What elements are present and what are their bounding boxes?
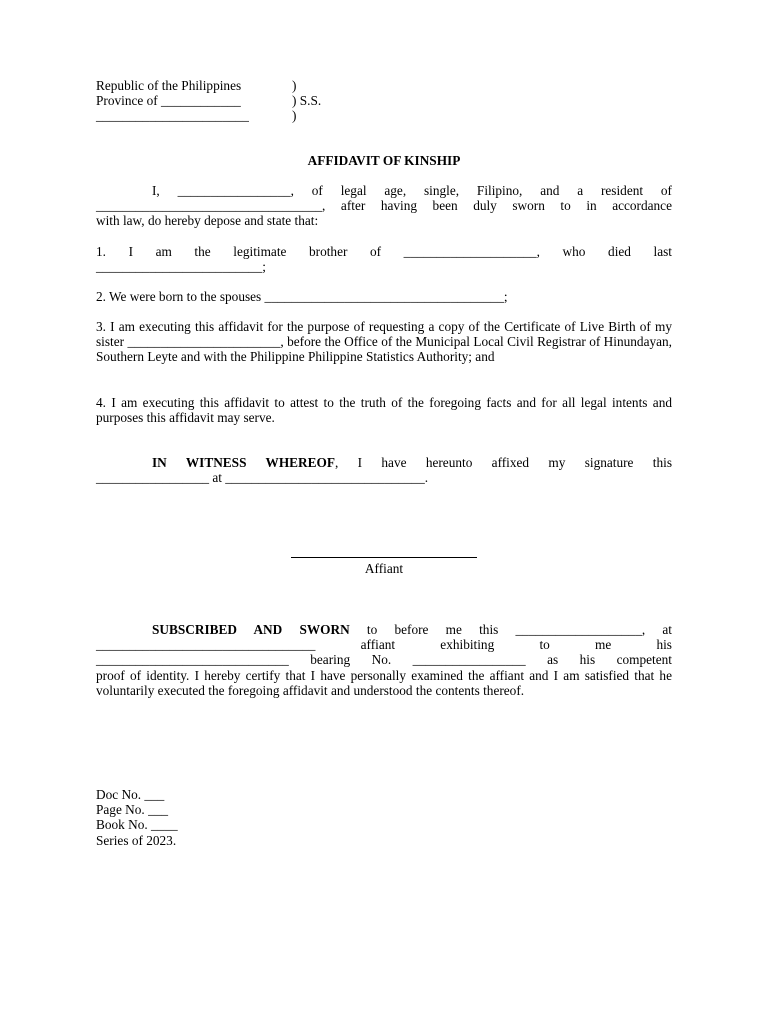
witness-rest: , I have hereunto affixed my signature this — [335, 455, 672, 470]
jurat-paragraph — [96, 622, 672, 698]
item-4: 4. I am executing this affidavit to attest to the truth of the foregoing facts and for all legal intents and purposes this affidavit may serve. — [96, 395, 672, 426]
caption-right: ) — [292, 78, 297, 93]
witness-line: _________________ at ______________________________. — [96, 470, 429, 486]
caption-right: ) S.S. — [292, 93, 322, 109]
venue-caption — [96, 78, 672, 124]
page-no: Page No. ___ — [96, 802, 169, 818]
jurat-bold: SUBSCRIBED AND SWORN — [152, 622, 350, 637]
caption-row — [96, 108, 672, 123]
witness-line — [96, 455, 672, 470]
series-year: Series of 2023. — [96, 832, 177, 848]
jurat-tail: proof of identity. I hereby certify that I have personally examined the affiant and I am satisfied that he voluntarily executed the foregoing affidavit and understood the contents thereof. — [96, 667, 672, 698]
item-3: 3. I am executing this affidavit for the purpose of requesting a copy of the Certificate of Live Birth of my sister _______________________, before the Office of the Municipal Local Civil Registrar of Hinundayan, Southern Leyte and with the Philippine Philippine Statistics Authority; and — [96, 319, 672, 365]
jurat-line — [96, 622, 672, 637]
book-no: Book No. ____ — [96, 817, 178, 833]
caption-row — [96, 93, 672, 108]
item-1-line: _________________________; — [96, 259, 266, 275]
caption-left: Republic of the Philippines — [96, 78, 242, 93]
affiant-signature-line — [291, 557, 477, 558]
intro-line: I, _________________, of legal age, single, Filipino, and a resident of — [152, 183, 672, 198]
caption-left: Province of ____________ — [96, 93, 241, 109]
item-2: 2. We were born to the spouses ____________________________________; — [96, 289, 508, 304]
item-1 — [96, 244, 672, 274]
doc-no: Doc No. ___ — [96, 787, 165, 802]
intro-line: with law, do hereby depose and state that: — [96, 213, 319, 229]
caption-row — [96, 78, 672, 93]
intro-line: __________________________________, after having been duly sworn to in accordance — [96, 198, 672, 214]
witness-bold: IN WITNESS WHEREOF — [152, 455, 335, 470]
affiant-label: Affiant — [364, 561, 404, 576]
jurat-rest: to before me this ___________________, at — [349, 622, 672, 637]
witness-clause — [96, 455, 672, 485]
jurat-line: _____________________________ bearing No. _________________ as his competent — [96, 652, 672, 668]
caption-right: ) — [292, 108, 297, 124]
item-1-line: 1. I am the legitimate brother of ____________________, who died last — [96, 244, 672, 259]
intro-paragraph — [96, 183, 672, 229]
jurat-line: _________________________________ affiant exhibiting to me his — [96, 637, 672, 653]
caption-left: _______________________ — [96, 108, 249, 124]
document-title: AFFIDAVIT OF KINSHIP — [307, 153, 461, 168]
notarial-register — [96, 787, 672, 848]
